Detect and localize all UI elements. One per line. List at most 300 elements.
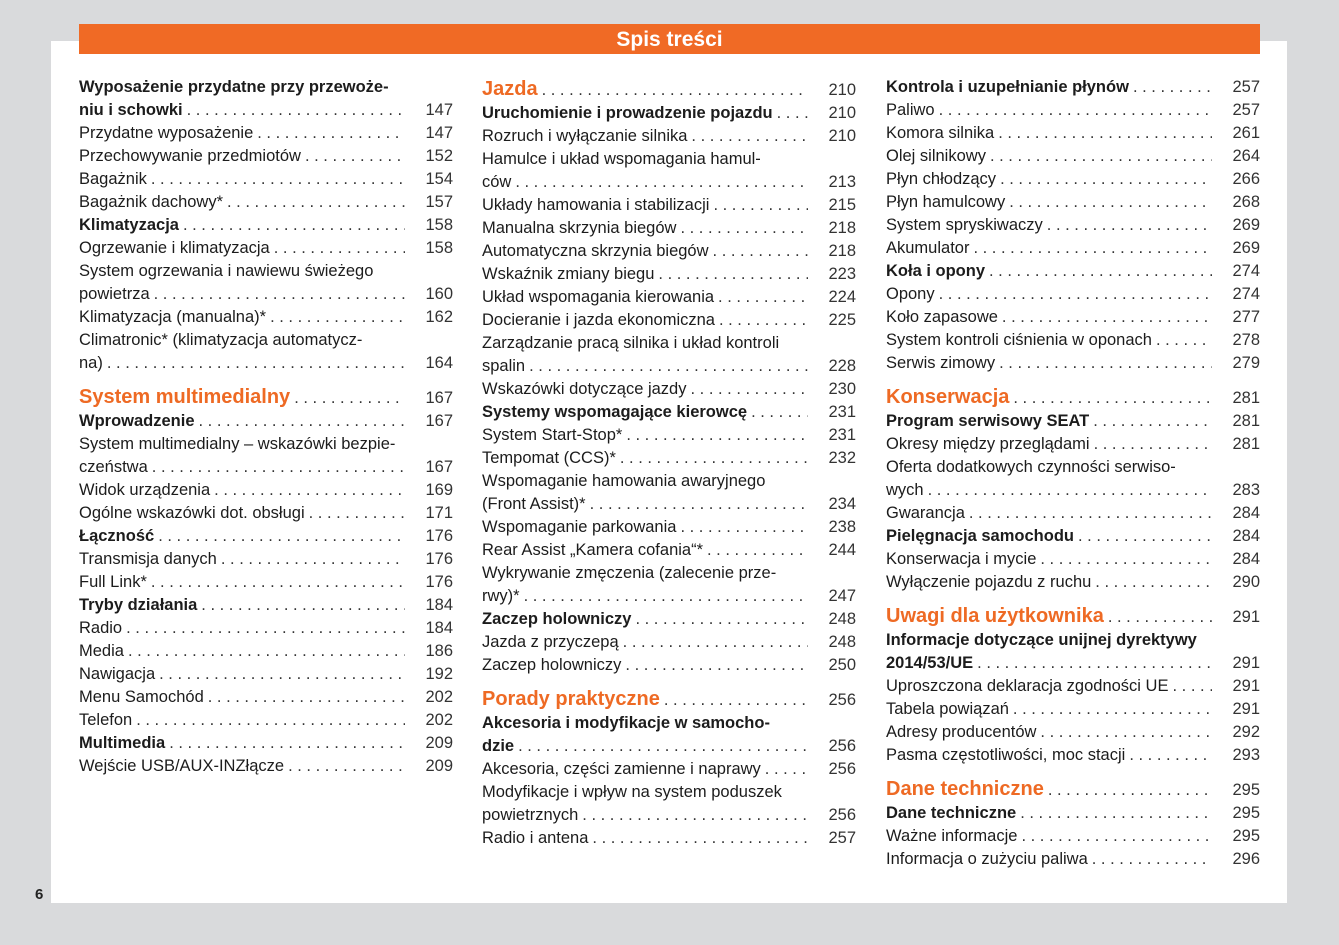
toc-page-number: 291 <box>1232 608 1260 626</box>
toc-entry-row <box>886 825 1260 848</box>
toc-page-number: 278 <box>1232 331 1260 349</box>
toc-entry-row <box>886 76 1260 99</box>
dot-leader <box>1093 410 1212 433</box>
toc-item[interactable] <box>482 194 856 217</box>
dot-leader <box>1094 433 1212 456</box>
toc-entry-title: Koła i opony <box>886 262 985 280</box>
toc-entry-title: Zaczep holowniczy <box>482 656 622 674</box>
toc-entry-title-line: Oferta dodatkowych czynności serwiso- <box>886 458 1176 476</box>
toc-entry-title: Systemy wspomagające kierowcę <box>482 403 748 421</box>
toc-page-number: 202 <box>425 711 453 729</box>
dot-leader <box>1020 802 1212 825</box>
toc-page-number: 284 <box>1232 527 1260 545</box>
toc-entry-title: Opony <box>886 285 935 303</box>
dot-leader <box>169 732 405 755</box>
toc-entry-row <box>886 848 1260 871</box>
toc-entry-title: Tabela powiązań <box>886 700 1009 718</box>
toc-page-number: 147 <box>425 101 453 119</box>
toc-section[interactable] <box>482 102 856 125</box>
toc-entry-title-line: Zarządzanie pracą silnika i układ kontroli <box>482 334 780 352</box>
page-header-bar <box>79 24 1260 54</box>
toc-entry-row <box>79 237 453 260</box>
toc-entry-title: Łączność <box>79 527 155 545</box>
dot-leader <box>154 283 405 306</box>
toc-entry-row <box>482 240 856 263</box>
toc-page-number: 184 <box>425 596 453 614</box>
dot-leader <box>214 479 405 502</box>
toc-entry-row <box>79 502 453 525</box>
toc-page-number: 157 <box>425 193 453 211</box>
dot-leader <box>590 493 808 516</box>
toc-item[interactable] <box>482 470 856 516</box>
toc-entry-title: Menu Samochód <box>79 688 204 706</box>
toc-entry-title: Jazda z przyczepą <box>482 633 619 651</box>
toc-chapter[interactable] <box>79 386 453 410</box>
toc-page-number: 213 <box>828 173 856 191</box>
toc-page-number: 167 <box>425 458 453 476</box>
toc-item[interactable] <box>79 329 453 375</box>
toc-entry-title: Konserwacja i mycie <box>886 550 1037 568</box>
toc-entry-row <box>79 122 453 145</box>
toc-entry-title: dzie <box>482 737 515 755</box>
dot-leader <box>1047 214 1212 237</box>
toc-item[interactable] <box>886 675 1260 698</box>
toc-page-number: 274 <box>1232 285 1260 303</box>
dot-leader <box>201 594 405 617</box>
dot-leader <box>713 194 808 217</box>
toc-entry-row <box>886 329 1260 352</box>
toc-chapter[interactable] <box>886 778 1260 802</box>
toc-entry-title-line: System ogrzewania i nawiewu świeżego <box>79 262 374 280</box>
toc-page-number: 279 <box>1232 354 1260 372</box>
toc-page-number: 224 <box>828 288 856 306</box>
toc-entry-title: Uwagi dla użytkownika <box>886 605 1104 627</box>
toc-entry-title: Paliwo <box>886 101 935 119</box>
toc-item[interactable] <box>886 456 1260 502</box>
dot-leader <box>713 240 808 263</box>
toc-section[interactable] <box>886 76 1260 99</box>
dot-leader <box>305 145 405 168</box>
dot-leader <box>136 709 405 732</box>
toc-item[interactable] <box>482 148 856 194</box>
toc-item[interactable] <box>79 168 453 191</box>
dot-leader <box>1013 698 1212 721</box>
toc-section[interactable] <box>79 76 453 122</box>
toc-item[interactable] <box>482 240 856 263</box>
toc-page-number: 247 <box>828 587 856 605</box>
toc-entry-row <box>79 168 453 191</box>
toc-item[interactable] <box>886 99 1260 122</box>
toc-column-1 <box>79 76 453 778</box>
dot-leader <box>518 735 808 758</box>
toc-item[interactable] <box>79 571 453 594</box>
dot-leader <box>680 217 808 240</box>
toc-item[interactable] <box>79 306 453 329</box>
toc-page-number: 154 <box>425 170 453 188</box>
toc-item[interactable] <box>886 825 1260 848</box>
toc-entry-title-line: Hamulce i układ wspomagania hamul- <box>482 150 761 168</box>
toc-entry-row <box>482 125 856 148</box>
toc-entry-title: Radio <box>79 619 123 637</box>
toc-entry-row <box>79 709 453 732</box>
toc-entry-row <box>79 456 453 479</box>
dot-leader <box>718 286 808 309</box>
toc-entry-title: Bagażnik dachowy* <box>79 193 224 211</box>
toc-entry-title: System Start-Stop* <box>482 426 623 444</box>
toc-page-number: 218 <box>828 219 856 237</box>
dot-leader <box>751 401 808 424</box>
toc-entry-row <box>886 675 1260 698</box>
toc-page-number: 269 <box>1232 239 1260 257</box>
toc-item[interactable] <box>79 260 453 306</box>
toc-entry-title: Rozruch i wyłączanie silnika <box>482 127 688 145</box>
toc-page-number: 281 <box>1232 389 1260 407</box>
toc-page-number: 210 <box>828 104 856 122</box>
toc-entry-row <box>886 386 1260 410</box>
toc-entry-row <box>79 283 453 306</box>
toc-page-number: 167 <box>425 412 453 430</box>
toc-item[interactable] <box>482 286 856 309</box>
toc-column-2 <box>482 76 856 850</box>
toc-entry-row <box>482 539 856 562</box>
toc-item[interactable] <box>482 309 856 332</box>
toc-item[interactable] <box>886 329 1260 352</box>
toc-entry-title: Tempomat (CCS)* <box>482 449 616 467</box>
toc-entry-title: Konserwacja <box>886 386 1010 408</box>
dot-leader <box>999 352 1212 375</box>
toc-entry-row <box>79 686 453 709</box>
toc-entry-row <box>886 479 1260 502</box>
toc-chapter[interactable] <box>482 78 856 102</box>
toc-section[interactable] <box>482 401 856 424</box>
toc-item[interactable] <box>79 237 453 260</box>
toc-item[interactable] <box>482 217 856 240</box>
toc-item[interactable] <box>886 502 1260 525</box>
toc-item[interactable] <box>482 424 856 447</box>
dot-leader <box>973 237 1212 260</box>
toc-page-number: 291 <box>1232 677 1260 695</box>
toc-item[interactable] <box>482 562 856 608</box>
page-number: 6 <box>35 886 44 903</box>
toc-item[interactable] <box>482 516 856 539</box>
toc-item[interactable] <box>482 378 856 401</box>
toc-entry-title: Gwarancja <box>886 504 965 522</box>
toc-entry-row <box>482 631 856 654</box>
toc-entry-title: (Front Assist)* <box>482 495 586 513</box>
toc-section[interactable] <box>79 410 453 433</box>
toc-page-number: 231 <box>828 403 856 421</box>
toc-page-number: 295 <box>1232 827 1260 845</box>
toc-entry-title: Adresy producentów <box>886 723 1037 741</box>
toc-entry-title: Serwis zimowy <box>886 354 996 372</box>
toc-entry-row <box>886 802 1260 825</box>
toc-chapter[interactable] <box>886 386 1260 410</box>
toc-item[interactable] <box>79 145 453 168</box>
toc-section[interactable] <box>79 594 453 617</box>
toc-page-number: 218 <box>828 242 856 260</box>
dot-leader <box>529 355 808 378</box>
toc-entry-row <box>886 191 1260 214</box>
toc-page-number: 291 <box>1232 700 1260 718</box>
toc-item[interactable] <box>482 758 856 781</box>
toc-entry-title: Informacja o zużyciu paliwa <box>886 850 1088 868</box>
dot-leader <box>227 191 405 214</box>
toc-entry-row <box>482 263 856 286</box>
toc-entry-row <box>886 260 1260 283</box>
toc-entry-row <box>886 122 1260 145</box>
toc-item[interactable] <box>886 191 1260 214</box>
toc-entry-row <box>79 191 453 214</box>
toc-entry-title: Płyn hamulcowy <box>886 193 1006 211</box>
toc-item[interactable] <box>482 332 856 378</box>
toc-entry-row <box>482 735 856 758</box>
dot-leader <box>1048 779 1212 802</box>
toc-entry-row <box>482 286 856 309</box>
dot-leader <box>1108 606 1212 629</box>
toc-entry-title: Układy hamowania i stabilizacji <box>482 196 710 214</box>
toc-entry-title: ców <box>482 173 512 191</box>
toc-page-number: 257 <box>828 829 856 847</box>
toc-entry-title: Wyłączenie pojazdu z ruchu <box>886 573 1092 591</box>
toc-entry-title: Ogólne wskazówki dot. obsługi <box>79 504 305 522</box>
toc-section[interactable] <box>482 712 856 758</box>
toc-entry-title: Klimatyzacja (manualna)* <box>79 308 267 326</box>
toc-entry-row <box>79 410 453 433</box>
toc-item[interactable] <box>886 698 1260 721</box>
toc-entry-title: Wprowadzenie <box>79 412 195 430</box>
toc-entry-title: niu i schowki <box>79 101 183 119</box>
dot-leader <box>680 516 808 539</box>
toc-entry-title: Okresy między przeglądami <box>886 435 1090 453</box>
toc-section[interactable] <box>886 525 1260 548</box>
toc-entry-row <box>886 168 1260 191</box>
dot-leader <box>257 122 405 145</box>
toc-entry-row <box>79 352 453 375</box>
dot-leader <box>592 827 808 850</box>
toc-section[interactable] <box>482 608 856 631</box>
toc-entry-title: wych <box>886 481 924 499</box>
dot-leader <box>270 306 405 329</box>
toc-item[interactable] <box>886 306 1260 329</box>
dot-leader <box>719 309 808 332</box>
toc-page-number: 210 <box>828 81 856 99</box>
toc-item[interactable] <box>79 663 453 686</box>
toc-entry-row <box>79 755 453 778</box>
toc-page-number: 281 <box>1232 435 1260 453</box>
toc-item[interactable] <box>79 755 453 778</box>
toc-page-number: 162 <box>425 308 453 326</box>
toc-item[interactable] <box>482 447 856 470</box>
toc-entry-title: Uproszczona deklaracja zgodności UE <box>886 677 1169 695</box>
toc-item[interactable] <box>886 721 1260 744</box>
toc-item[interactable] <box>482 781 856 827</box>
toc-page-number: 257 <box>1232 101 1260 119</box>
toc-entry-title: Ważne informacje <box>886 827 1018 845</box>
toc-entry-row <box>79 732 453 755</box>
toc-entry-title: rwy)* <box>482 587 520 605</box>
toc-chapter[interactable] <box>886 605 1260 629</box>
dot-leader <box>515 171 808 194</box>
toc-section[interactable] <box>79 525 453 548</box>
toc-item[interactable] <box>886 168 1260 191</box>
toc-section[interactable] <box>79 214 453 237</box>
toc-page-number: 268 <box>1232 193 1260 211</box>
toc-item[interactable] <box>79 479 453 502</box>
toc-item[interactable] <box>482 631 856 654</box>
toc-page-number: 169 <box>425 481 453 499</box>
toc-entry-row <box>482 171 856 194</box>
toc-page-number: 264 <box>1232 147 1260 165</box>
toc-item[interactable] <box>79 548 453 571</box>
dot-leader <box>623 631 808 654</box>
toc-section[interactable] <box>886 802 1260 825</box>
toc-item[interactable] <box>886 548 1260 571</box>
toc-column-3 <box>886 76 1260 871</box>
toc-entry-row <box>886 283 1260 306</box>
toc-entry-row <box>482 355 856 378</box>
dot-leader <box>777 102 808 125</box>
toc-entry-row <box>886 744 1260 767</box>
toc-item[interactable] <box>79 191 453 214</box>
dot-leader <box>1000 168 1212 191</box>
toc-item[interactable] <box>886 145 1260 168</box>
toc-entry-title: Komora silnika <box>886 124 995 142</box>
toc-page-number: 281 <box>1232 412 1260 430</box>
toc-page-number: 256 <box>828 760 856 778</box>
toc-section[interactable] <box>886 410 1260 433</box>
toc-section[interactable] <box>886 260 1260 283</box>
dot-leader <box>151 168 405 191</box>
dot-leader <box>1156 329 1212 352</box>
toc-item[interactable] <box>79 433 453 479</box>
toc-item[interactable] <box>886 237 1260 260</box>
toc-entry-title: czeństwa <box>79 458 148 476</box>
toc-entry-title: Multimedia <box>79 734 166 752</box>
toc-entry-title-line: Climatronic* (klimatyzacja automatycz- <box>79 331 363 349</box>
toc-entry-title: Telefon <box>79 711 133 729</box>
toc-entry-row <box>482 102 856 125</box>
toc-item[interactable] <box>886 848 1260 871</box>
toc-entry-row <box>482 309 856 332</box>
toc-entry-title: Tryby działania <box>79 596 198 614</box>
toc-item[interactable] <box>482 654 856 677</box>
toc-page-number: 210 <box>828 127 856 145</box>
dot-leader <box>126 617 405 640</box>
toc-entry-row <box>79 99 453 122</box>
toc-entry-title: Docieranie i jazda ekonomiczna <box>482 311 715 329</box>
dot-leader <box>1078 525 1212 548</box>
toc-section[interactable] <box>79 732 453 755</box>
toc-item[interactable] <box>886 283 1260 306</box>
toc-item[interactable] <box>886 433 1260 456</box>
toc-page-number: 171 <box>425 504 453 522</box>
toc-entry-title: Rear Assist „Kamera cofania“* <box>482 541 704 559</box>
toc-item[interactable] <box>886 352 1260 375</box>
toc-entry-row <box>482 608 856 631</box>
toc-item[interactable] <box>79 122 453 145</box>
toc-entry-row <box>886 652 1260 675</box>
toc-entry-title: Widok urządzenia <box>79 481 211 499</box>
toc-entry-row <box>482 654 856 677</box>
toc-entry-row <box>886 306 1260 329</box>
toc-item[interactable] <box>886 744 1260 767</box>
dot-leader <box>620 447 808 470</box>
toc-item[interactable] <box>886 214 1260 237</box>
toc-entry-title: na) <box>79 354 103 372</box>
toc-entry-title-line: Wykrywanie zmęczenia (zalecenie prze- <box>482 564 777 582</box>
toc-entry-title: powietrza <box>79 285 150 303</box>
toc-page-number: 209 <box>425 734 453 752</box>
toc-item[interactable] <box>482 263 856 286</box>
toc-item[interactable] <box>482 125 856 148</box>
toc-chapter[interactable] <box>482 688 856 712</box>
toc-item[interactable] <box>79 502 453 525</box>
toc-page-number: 232 <box>828 449 856 467</box>
dot-leader <box>582 804 808 827</box>
toc-entry-row <box>482 688 856 712</box>
toc-entry-title: Jazda <box>482 78 538 100</box>
toc-entry-row <box>886 237 1260 260</box>
dot-leader <box>288 755 405 778</box>
toc-item[interactable] <box>79 617 453 640</box>
toc-item[interactable] <box>79 709 453 732</box>
toc-page-number: 257 <box>1232 78 1260 96</box>
page-title: Spis treści <box>616 28 723 51</box>
toc-page-number: 256 <box>828 806 856 824</box>
toc-entry-title: Ogrzewanie i klimatyzacja <box>79 239 270 257</box>
toc-entry-title: Akumulator <box>886 239 970 257</box>
toc-entry-title: Olej silnikowy <box>886 147 986 165</box>
toc-item[interactable] <box>482 827 856 850</box>
dot-leader <box>691 378 809 401</box>
toc-page-number: 209 <box>425 757 453 775</box>
toc-page-number: 290 <box>1232 573 1260 591</box>
toc-page-number: 176 <box>425 550 453 568</box>
toc-entry-title: Transmisja danych <box>79 550 217 568</box>
toc-entry-row <box>79 525 453 548</box>
toc-entry-title: Program serwisowy SEAT <box>886 412 1090 430</box>
toc-page-number: 266 <box>1232 170 1260 188</box>
toc-entry-row <box>482 78 856 102</box>
toc-entry-title: Wskaźnik zmiany biegu <box>482 265 655 283</box>
toc-entry-row <box>79 617 453 640</box>
toc-entry-title: System kontroli ciśnienia w oponach <box>886 331 1152 349</box>
dot-leader <box>635 608 808 631</box>
toc-entry-row <box>482 217 856 240</box>
toc-entry-row <box>482 401 856 424</box>
toc-item[interactable] <box>79 640 453 663</box>
toc-entry-row <box>79 594 453 617</box>
toc-page-number: 248 <box>828 610 856 628</box>
dot-leader <box>274 237 405 260</box>
toc-item[interactable] <box>886 122 1260 145</box>
toc-entry-row <box>886 721 1260 744</box>
dot-leader <box>294 387 405 410</box>
toc-item[interactable] <box>79 686 453 709</box>
dot-leader <box>183 214 405 237</box>
toc-entry-row <box>79 663 453 686</box>
toc-page-number: 296 <box>1232 850 1260 868</box>
toc-item[interactable] <box>886 571 1260 594</box>
dot-leader <box>107 352 405 375</box>
toc-entry-title: System spryskiwaczy <box>886 216 1043 234</box>
dot-leader <box>1021 825 1212 848</box>
toc-section[interactable] <box>886 629 1260 675</box>
toc-item[interactable] <box>482 539 856 562</box>
dot-leader <box>199 410 405 433</box>
toc-entry-title-line: Wyposażenie przydatne przy przewoże- <box>79 78 389 96</box>
toc-entry-title-line: System multimedialny – wskazówki bezpie- <box>79 435 396 453</box>
